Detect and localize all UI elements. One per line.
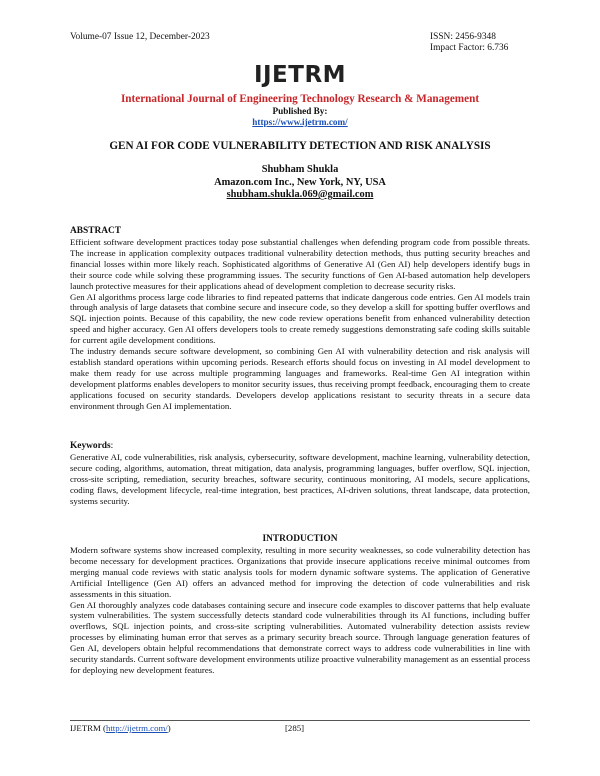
- author-affiliation: Amazon.com Inc., New York, NY, USA: [214, 176, 386, 188]
- page-number: [285]: [285, 723, 305, 733]
- issn: ISSN: 2456-9348: [430, 32, 496, 42]
- footer-open-paren: (: [100, 723, 106, 733]
- journal-name: International Journal of Engineering Technology Research & Management: [120, 93, 480, 105]
- author-email[interactable]: shubham.shukla.069@gmail.com: [226, 189, 374, 201]
- impact-factor: Impact Factor: 6.736: [430, 43, 509, 53]
- keywords-label: Keywords: [70, 441, 111, 451]
- introduction-heading: INTRODUCTION: [262, 534, 338, 544]
- published-by: Published By:: [272, 106, 328, 116]
- footer-link[interactable]: http://ijetrm.com/: [105, 723, 168, 733]
- abstract-paragraph: The industry demands secure software development, so combining Gen AI with vulnerability detection and risk analysis will establish standard operations within upcoming periods. Research efforts should focus on investing in AI model development to make them ready for use across multiple programming languages and frameworks. Real-time Gen AI integration within development platforms enables developers to monitor security issues, thus receiving prompt feedback, encouraging them to create applications focused on security standards. Developers develop applications resistant to security threats in a secure data environment through Gen AI implementation.: [70, 346, 530, 411]
- footer-journal-name: IJETRM: [70, 723, 101, 733]
- introduction-body: [70, 545, 530, 676]
- footer-journal: [70, 723, 171, 733]
- author-block: [0, 164, 600, 202]
- introduction-paragraph: Modern software systems show increased complexity, resulting in more security weaknesses, so code vulnerability detection has become necessary for development practices. Organizations that provide insecure applications receive minimal outcomes from merging manual code reviews with static analysis tools for modern dynamic software systems. The application of Generative Artificial Intelligence (Gen AI) offers an advanced method for improving the detection of code vulnerabilities and risk assessments in this situation.: [70, 545, 530, 599]
- paper-title: GEN AI FOR CODE VULNERABILITY DETECTION AND RISK ANALYSIS: [109, 140, 491, 152]
- volume-issue: Volume-07 Issue 12, December-2023: [70, 32, 210, 42]
- abstract-body: [70, 237, 530, 412]
- abstract-heading: ABSTRACT: [70, 226, 122, 236]
- keywords-heading: [70, 441, 113, 451]
- author-name: Shubham Shukla: [261, 164, 339, 175]
- keywords-colon: :: [110, 441, 114, 451]
- footer-close-paren: ): [167, 723, 171, 733]
- abstract-paragraph: Gen AI algorithms process large code libraries to find repeated patterns that indicate dangerous code entries. Gen AI models train through analysis of large datasets that combine secure and insecure code, so they develop a skill for spotting buffer overflows and SQL injection points. Because of this capability, the new code review operations benefit from enhanced vulnerability detection speed and higher accuracy. Gen AI offers developers tools to create remedy suggestions demonstrating safe coding skills suitable for current agile development conditions.: [70, 291, 530, 346]
- introduction-paragraph: Gen AI thoroughly analyzes code databases containing secure and insecure code examples to discover patterns that help evaluate system vulnerabilities. The system successfully detects standard code vulnerabilities through its AI functions, including buffer overflows, SQL injection points, and cross-site scripting vulnerabilities. Automated vulnerability detection assists review processes by eliminating human error that serves as a primary security breach source. Through language generation features of Gen AI, developers obtain helpful recommendations that demonstrate correct ways to address code vulnerabilities in line with security standards. Current software development environments utilize proactive vulnerability management as an essential process for deploying new development features.: [70, 599, 530, 675]
- abstract-paragraph: Efficient software development practices today pose substantial challenges when defending program code from possible threats. The increase in application complexity outpaces traditional vulnerability detection methods, thus putting security breaches and financial losses within more likely reach. Sophisticated algorithms of Generative AI (Gen AI) help developers identify bugs in their source code while solving these programming issues. The security functions of Gen AI-based automation help developers launch protective measures for their applications ahead of development completion to decrease security risks.: [70, 237, 530, 291]
- footer-divider: [70, 720, 530, 721]
- keywords-text: Generative AI, code vulnerabilities, risk analysis, cybersecurity, software development, machine learning, vulnerability detection, secure coding, algorithms, automation, threat mitigation, data analysis, programming languages, buffer overflow, SQL injection, cross-site scripting, remediation, security breaches, software security, continuous monitoring, AI models, secure applications, coding flaws, development lifecycle, real-time integration, best practices, AI-driven solutions, threat landscape, data protection, systems security.: [70, 452, 530, 506]
- publisher-link[interactable]: https://www.ijetrm.com/: [252, 117, 348, 127]
- journal-logo: IJETRM: [253, 62, 347, 88]
